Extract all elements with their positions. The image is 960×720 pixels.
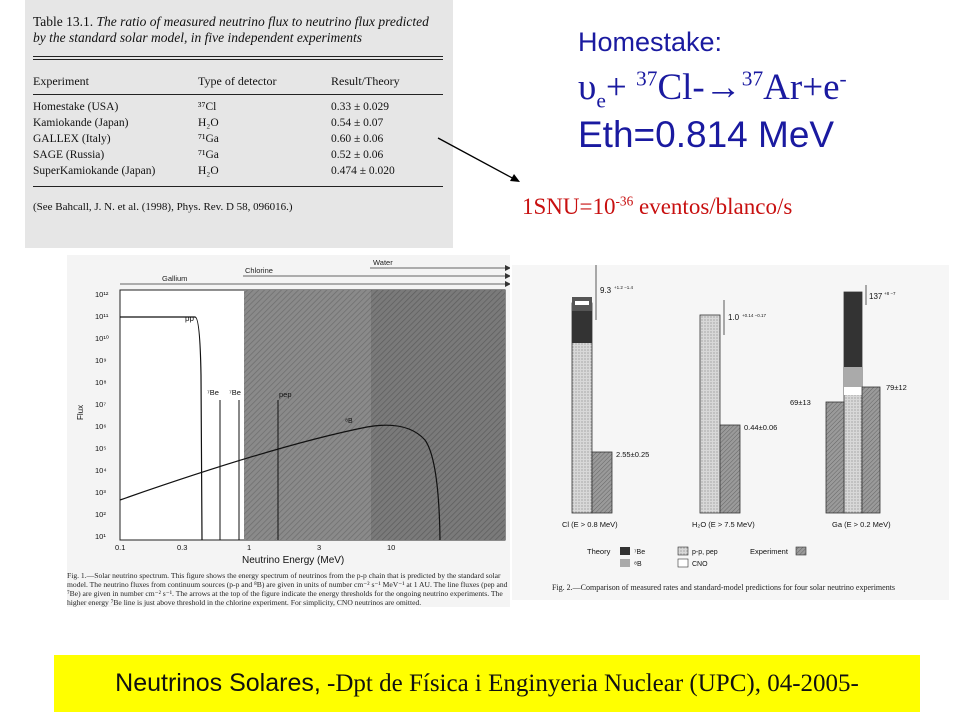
h2o-group-label: H₂O (E > 7.5 MeV) xyxy=(692,520,755,529)
table-cell: 0.33 ± 0.029 xyxy=(331,101,390,113)
y-tick: 10⁸ xyxy=(95,378,107,387)
cl-theory-error: +1.2 −1.4 xyxy=(614,285,634,290)
be7-label-low: ⁷Be xyxy=(207,388,219,397)
chlorine-region xyxy=(244,290,371,540)
chlorine: Cl- xyxy=(657,67,705,108)
cl-cno-segment xyxy=(575,301,589,305)
legend-pp-swatch xyxy=(678,547,688,555)
table-cell: Homestake (USA) xyxy=(33,101,119,113)
x-tick: 1 xyxy=(247,543,252,552)
cl-mass: 37 xyxy=(635,66,658,91)
electron-charge: - xyxy=(839,66,847,91)
right-arrow-icon: → xyxy=(704,67,742,108)
ga-measured-a: 69±13 xyxy=(790,398,811,407)
snu-definition xyxy=(522,194,792,220)
table-caption xyxy=(33,14,443,46)
snu-suffix: eventos/blanco/s xyxy=(633,194,793,219)
table-cell: Kamiokande (Japan) xyxy=(33,117,129,129)
x-tick: 0.3 xyxy=(177,543,188,552)
homestake-title: Homestake: xyxy=(578,27,723,57)
table-row xyxy=(33,165,443,180)
y-tick: 10¹² xyxy=(95,290,109,299)
chlorine-label: Chlorine xyxy=(245,266,273,275)
snu-exponent: -36 xyxy=(615,193,634,209)
pointer-arrow xyxy=(430,130,530,190)
spectrum-figure xyxy=(67,255,510,607)
spectrum-caption: Fig. 1.—Solar neutrino spectrum. This figure shows the energy spectrum of neutrinos from the p-p chain that is predicted by the standard solar model. The neutrino fluxes from continuum sources (p-p and ⁸B) are given in units of number cm⁻² s⁻¹ MeV⁻¹ at 1 AU. The line fluxes (pep and ⁷Be) are given in number cm⁻² s⁻¹. The arrows at the top of the figure indicate the energy thresholds for the ongoing neutrino experiments. The higher energy ⁷Be line is just above threshold in the chlorine experiment. For simplicity, CNO neutrinos are omitted. xyxy=(67,571,508,607)
table-cell: ⁷¹Ga xyxy=(198,133,219,145)
x-tick-labels xyxy=(115,543,395,552)
table-cell: 0.52 ± 0.06 xyxy=(331,149,384,161)
h2o-theory-value: 1.0 xyxy=(728,313,740,322)
x-tick: 0.1 xyxy=(115,543,126,552)
legend-cno: CNO xyxy=(692,561,708,568)
rates-figure xyxy=(512,265,949,600)
cl-measured-value: 2.55±0.25 xyxy=(616,450,650,459)
ga-be7-segment xyxy=(844,292,862,367)
table-cell: ⁷¹Ga xyxy=(198,149,219,161)
footer-dept: -Dpt de Física i Enginyeria Nuclear (UPC), 04-2005- xyxy=(327,669,859,697)
pp-label: pp xyxy=(185,314,194,323)
nu-symbol: υ xyxy=(578,67,597,108)
table-rule-top xyxy=(33,56,443,57)
legend-b8-swatch xyxy=(620,559,630,567)
table-rule-bottom xyxy=(33,186,443,187)
y-tick: 10¹ xyxy=(95,532,106,541)
h2o-b8-segment xyxy=(700,315,720,513)
y-tick: 10⁷ xyxy=(95,400,107,409)
table-reference: (See Bahcall, J. N. et al. (1998), Phys. Rev. D 58, 096016.) xyxy=(33,201,293,213)
ga-experiment-bar-a xyxy=(826,402,844,513)
gallium-label: Gallium xyxy=(162,274,188,283)
table-header-result: Result/Theory xyxy=(331,74,400,88)
cl-theory-value: 9.3 xyxy=(600,286,612,295)
water-region xyxy=(371,290,505,540)
legend-cno-swatch xyxy=(678,559,688,567)
rates-plot xyxy=(512,265,949,580)
table-cell: H₂O xyxy=(198,117,219,129)
pep-label: pep xyxy=(279,390,292,399)
water-label: Water xyxy=(373,258,393,267)
y-tick: 10² xyxy=(95,510,106,519)
table-cell: ³⁷Cl xyxy=(198,101,217,113)
argon: Ar+e xyxy=(763,67,840,108)
plus-sign: + xyxy=(605,67,636,108)
spectrum-plot xyxy=(67,255,510,570)
ga-measured-b: 79±12 xyxy=(886,383,907,392)
table-cell: SuperKamiokande (Japan) xyxy=(33,165,156,177)
legend-experiment-swatch xyxy=(796,547,806,555)
y-tick: 10⁹ xyxy=(95,356,107,365)
y-tick: 10⁴ xyxy=(95,466,107,475)
table-rule-top-2 xyxy=(33,59,443,60)
rates-caption: Fig. 2.—Comparison of measured rates and standard-model predictions for four solar neutrino experiments xyxy=(552,583,896,592)
table-cell: 0.474 ± 0.020 xyxy=(331,165,395,177)
footer-banner xyxy=(54,655,920,712)
ga-experiment-bar-b xyxy=(862,387,880,513)
nu-subscript: e xyxy=(596,88,606,113)
table-header-detector: Type of detector xyxy=(198,74,277,88)
be7-label-high: ⁷Be xyxy=(229,388,241,397)
table-caption-number: Table 13.1. xyxy=(33,14,94,29)
table-row xyxy=(33,149,443,164)
table-header-experiment: Experiment xyxy=(33,74,89,88)
x-tick: 10 xyxy=(387,543,396,552)
table-row xyxy=(33,133,443,148)
y-tick: 10¹⁰ xyxy=(95,334,109,343)
legend-be7-swatch xyxy=(620,547,630,555)
x-tick: 3 xyxy=(317,543,322,552)
x-axis-label: Neutrino Energy (MeV) xyxy=(242,555,345,566)
legend-pp: p-p, pep xyxy=(692,549,718,556)
legend-experiment: Experiment xyxy=(750,547,788,556)
h2o-measured-value: 0.44±0.06 xyxy=(744,423,778,432)
legend-be7: ⁷Be xyxy=(634,549,646,556)
ga-group-label: Ga (E > 0.2 MeV) xyxy=(832,520,891,529)
b8-label: ⁸B xyxy=(345,418,353,425)
legend-b8: ⁸B xyxy=(634,561,642,568)
ar-mass: 37 xyxy=(741,66,764,91)
h2o-experiment-bar xyxy=(720,425,740,513)
ga-cno-segment xyxy=(844,387,862,395)
table-row xyxy=(33,101,443,116)
h2o-theory-error: +0.14 −0.17 xyxy=(742,313,767,318)
table-cell: 0.60 ± 0.06 xyxy=(331,133,384,145)
snu-prefix: 1SNU=10 xyxy=(522,194,616,219)
y-tick: 10³ xyxy=(95,488,106,497)
cl-group-label: Cl (E > 0.8 MeV) xyxy=(562,520,618,529)
table-cell: 0.54 ± 0.07 xyxy=(331,117,384,129)
y-tick: 10⁶ xyxy=(95,422,107,431)
y-tick: 10¹¹ xyxy=(95,312,109,321)
y-tick-labels xyxy=(95,290,109,541)
legend-theory: Theory xyxy=(587,547,611,556)
table-row xyxy=(33,117,443,132)
ga-theory-value: 137 xyxy=(869,292,883,301)
table-figure xyxy=(25,0,453,248)
table-cell: GALLEX (Italy) xyxy=(33,133,111,145)
y-tick: 10⁵ xyxy=(95,444,107,453)
table-cell: H₂O xyxy=(198,165,219,177)
reaction-equation xyxy=(578,66,847,113)
cl-experiment-bar xyxy=(592,452,612,513)
y-axis-label: Flux xyxy=(76,404,85,420)
footer-title: Neutrinos Solares, xyxy=(115,669,321,697)
table-rule-header xyxy=(33,94,443,95)
table-cell: SAGE (Russia) xyxy=(33,149,105,161)
table-caption-text: The ratio of measured neutrino flux to neutrino flux predicted by the standard solar model, in five independent experiments xyxy=(33,14,429,45)
ga-theory-error: +8 −7 xyxy=(884,291,896,296)
threshold-energy: Eth=0.814 MeV xyxy=(578,114,835,155)
